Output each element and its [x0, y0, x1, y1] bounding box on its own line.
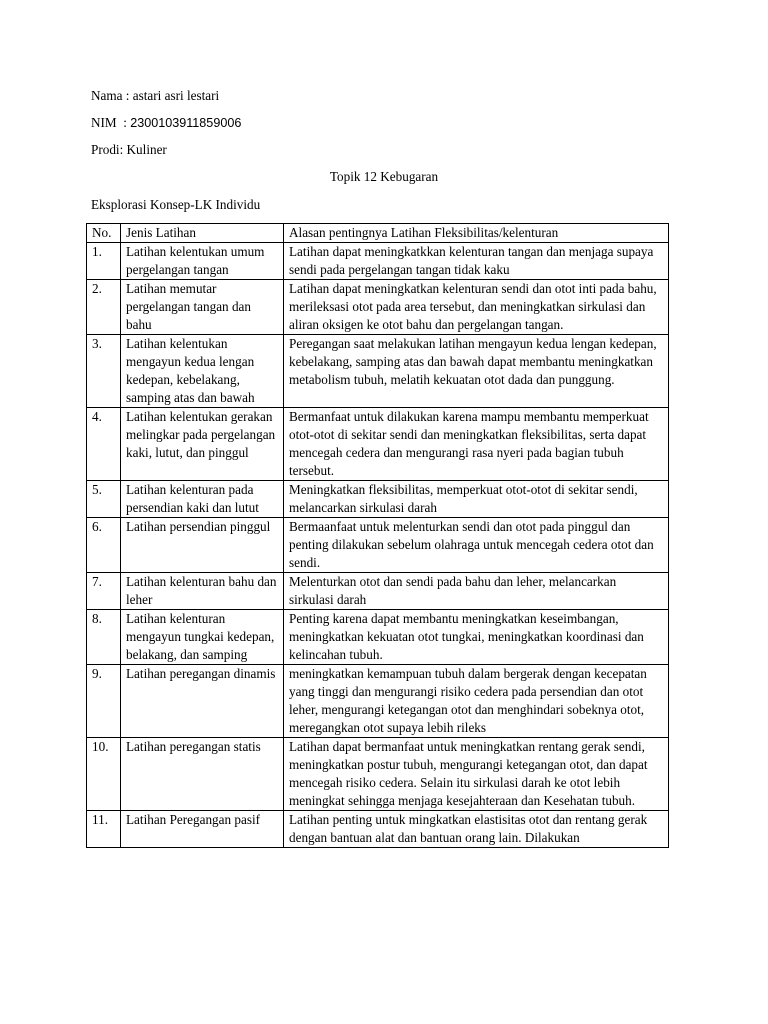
exercise-type-cell: Latihan kelentukan gerakan melingkar pada pergelangan kaki, lutut, dan pinggul	[121, 408, 284, 481]
column-header-alasan: Alasan pentingnya Latihan Fleksibilitas/kelenturan	[284, 224, 669, 243]
table-row	[87, 408, 669, 481]
table-row	[87, 665, 669, 738]
table-header-row	[87, 224, 669, 243]
row-number-cell: 10.	[87, 738, 121, 811]
row-number-cell: 11.	[87, 811, 121, 848]
row-number-cell: 1.	[87, 243, 121, 280]
nim-value: 2300103911859006	[130, 116, 242, 130]
row-number-cell: 8.	[87, 610, 121, 665]
nim-label: NIM :	[91, 115, 131, 130]
table-row	[87, 518, 669, 573]
exercise-type-cell: Latihan kelentukan mengayun kedua lengan kedepan, kebelakang, samping atas dan bawah	[121, 335, 284, 408]
table-row	[87, 280, 669, 335]
document-title: Topik 12 Kebugaran	[329, 169, 439, 184]
reason-cell: Latihan dapat meningkatkan kelenturan sendi dan otot inti pada bahu, merileksasi otot pada area tersebut, dan meningkatkan sirkulasi dan aliran oksigen ke otot bahu dan pergelangan tangan.	[284, 280, 669, 335]
exercise-type-cell: Latihan kelenturan mengayun tungkai kedepan, belakang, dan samping	[121, 610, 284, 665]
reason-cell: Bermaanfaat untuk melenturkan sendi dan otot pada pinggul dan penting dilakukan sebelum olahraga untuk mencegah cedera otot dan sendi.	[284, 518, 669, 573]
reason-cell: Latihan penting untuk mingkatkan elastisitas otot dan rentang gerak dengan bantuan alat dan bantuan orang lain. Dilakukan	[284, 811, 669, 848]
reason-cell: Bermanfaat untuk dilakukan karena mampu membantu memperkuat otot-otot di sekitar sendi dan meningkatkan fleksibilitas, serta dapat mencegah cedera dan mengurangi rasa nyeri pada bagian tubuh tersebut.	[284, 408, 669, 481]
exercise-type-cell: Latihan kelentukan umum pergelangan tangan	[121, 243, 284, 280]
student-nim-line	[91, 114, 241, 132]
row-number-cell: 6.	[87, 518, 121, 573]
exercise-type-cell: Latihan persendian pinggul	[121, 518, 284, 573]
study-program-line: Prodi: Kuliner	[91, 142, 167, 157]
reason-cell: Penting karena dapat membantu meningkatkan keseimbangan, meningkatkan kekuatan otot tungkai, meningkatkan koordinasi dan kelincahan tubuh.	[284, 610, 669, 665]
column-header-jenis-latihan: Jenis Latihan	[121, 224, 284, 243]
exercise-type-cell: Latihan Peregangan pasif	[121, 811, 284, 848]
table-row	[87, 573, 669, 610]
reason-cell: meningkatkan kemampuan tubuh dalam bergerak dengan kecepatan yang tinggi dan mengurangi risiko cedera pada persendian dan otot leher, mengurangi ketegangan otot dan menghindari sobeknya otot, meregangkan otot supaya lebih rileks	[284, 665, 669, 738]
row-number-cell: 2.	[87, 280, 121, 335]
row-number-cell: 4.	[87, 408, 121, 481]
row-number-cell: 9.	[87, 665, 121, 738]
table-row	[87, 335, 669, 408]
table-row	[87, 811, 669, 848]
reason-cell: Peregangan saat melakukan latihan mengayun kedua lengan kedepan, kebelakang, samping atas dan bawah dapat membantu meningkatkan metabolism tubuh, melatih kekuatan otot dada dan punggung.	[284, 335, 669, 408]
table-row	[87, 243, 669, 280]
document-subtitle: Eksplorasi Konsep-LK Individu	[91, 197, 261, 212]
exercise-table	[86, 223, 669, 848]
table-row	[87, 481, 669, 518]
table-row	[87, 610, 669, 665]
exercise-type-cell: Latihan memutar pergelangan tangan dan bahu	[121, 280, 284, 335]
row-number-cell: 7.	[87, 573, 121, 610]
student-name-line: Nama : astari asri lestari	[91, 88, 220, 103]
reason-cell: Latihan dapat bermanfaat untuk meningkatkan rentang gerak sendi, meningkatkan postur tubuh, mengurangi ketegangan otot, dan dapat mencegah risiko cedera. Selain itu sirkulasi darah ke otot lebih meningkat sehingga menjaga kesejahteraan dan Kesehatan tubuh.	[284, 738, 669, 811]
table-row	[87, 738, 669, 811]
row-number-cell: 5.	[87, 481, 121, 518]
exercise-type-cell: Latihan kelenturan pada persendian kaki dan lutut	[121, 481, 284, 518]
exercise-type-cell: Latihan peregangan dinamis	[121, 665, 284, 738]
exercise-type-cell: Latihan kelenturan bahu dan leher	[121, 573, 284, 610]
row-number-cell: 3.	[87, 335, 121, 408]
reason-cell: Latihan dapat meningkatkkan kelenturan tangan dan menjaga supaya sendi pada pergelangan tangan tidak kaku	[284, 243, 669, 280]
exercise-type-cell: Latihan peregangan statis	[121, 738, 284, 811]
column-header-no: No.	[87, 224, 121, 243]
reason-cell: Melenturkan otot dan sendi pada bahu dan leher, melancarkan sirkulasi darah	[284, 573, 669, 610]
reason-cell: Meningkatkan fleksibilitas, memperkuat otot-otot di sekitar sendi, melancarkan sirkulasi darah	[284, 481, 669, 518]
